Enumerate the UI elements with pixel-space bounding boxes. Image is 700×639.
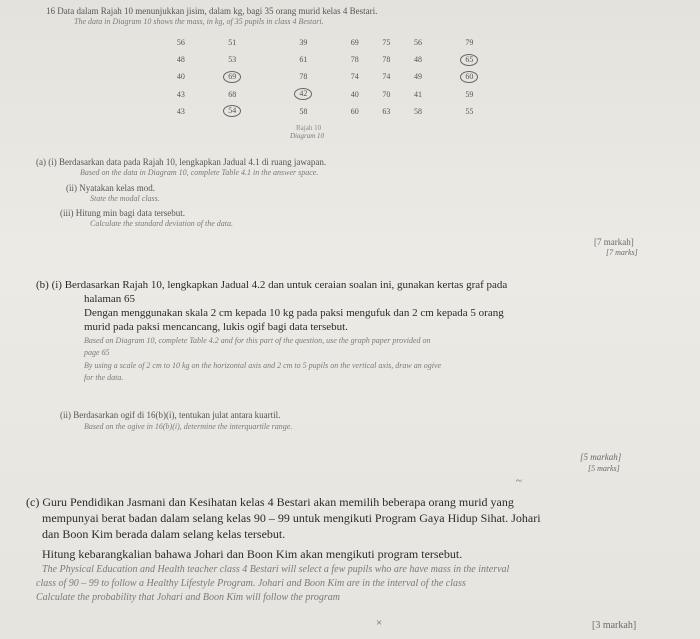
cell-value: 42 — [294, 88, 312, 100]
part-a-i-malay: (a) (i) Berdasarkan data pada Rajah 10, lengkapkan Jadual 4.1 di ruang jawapan. — [36, 157, 327, 167]
part-c-english-line3: Calculate the probability that Johari and Boon Kim will follow the program — [36, 592, 340, 603]
table-row — [165, 103, 505, 120]
pencil-mark: ~ — [516, 475, 522, 487]
table-row — [165, 51, 505, 68]
cell-value: 56 — [414, 38, 422, 48]
data-table — [165, 34, 505, 120]
part-c-english-line2: class of 90 – 99 to follow a Healthy Lifestyle Program. Johari and Boon Kim are in the interval of the class — [36, 578, 466, 589]
cell-value: 40 — [176, 72, 185, 82]
part-b-marks-malay: [5 markah] — [580, 452, 622, 462]
question-intro-english: The data in Diagram 10 shows the mass, in kg, of 35 pupils in class 4 Bestari. — [74, 17, 324, 26]
part-a-ii-malay: (ii) Nyatakan kelas mod. — [66, 183, 155, 193]
cell-value: 48 — [176, 55, 185, 65]
part-b-ii-english: Based on the ogive in 16(b)(i), determine the interquartile range. — [84, 422, 293, 431]
cell-value: 39 — [299, 38, 308, 48]
part-c-line2: mempunyai berat badan dalam selang kelas 90 – 99 untuk mengikuti Program Gaya Hidup Sihat. Johari — [42, 511, 541, 525]
cell-value: 54 — [223, 105, 241, 117]
table-cell — [268, 103, 339, 120]
table-cell — [371, 51, 403, 68]
table-cell — [402, 68, 434, 85]
pencil-cross: × — [376, 617, 383, 629]
cell-value: 78 — [350, 55, 359, 65]
part-a-i-english: Based on the data in Diagram 10, complete Table 4.1 in the answer space. — [80, 168, 319, 177]
table-cell — [371, 68, 403, 85]
cell-value: 65 — [460, 54, 478, 66]
table-cell — [434, 68, 505, 85]
part-b-i-english-line1: Based on Diagram 10, complete Table 4.2 and for this part of the question, use the graph paper provided on — [84, 336, 431, 345]
table-cell — [197, 68, 268, 85]
part-b-i-line1: (b) (i) Berdasarkan Rajah 10, lengkapkan Jadual 4.2 dan untuk ceraian soalan ini, gunakan kertas graf pada — [36, 279, 508, 291]
cell-value: 53 — [228, 55, 237, 65]
table-cell — [268, 68, 339, 85]
table-cell — [402, 34, 434, 51]
part-c-line1: (c) Guru Pendidikan Jasmani dan Kesihatan kelas 4 Bestari akan memilih beberapa orang murid yang — [26, 495, 514, 509]
table-cell — [339, 103, 371, 120]
table-row — [165, 86, 505, 103]
table-cell — [268, 86, 339, 103]
table-row — [165, 68, 505, 85]
part-a-iii-english: Calculate the standard deviation of the data. — [90, 219, 234, 228]
cell-value: 40 — [350, 89, 359, 99]
cell-value: 79 — [465, 38, 474, 48]
part-c-marks: [3 markah] — [592, 620, 637, 631]
table-cell — [339, 51, 371, 68]
diagram-label-malay: Rajah 10 — [296, 124, 322, 132]
cell-value: 70 — [382, 89, 391, 99]
table-cell — [434, 51, 505, 68]
table-cell — [402, 103, 434, 120]
cell-value: 59 — [465, 89, 474, 99]
cell-value: 49 — [414, 72, 422, 82]
table-cell — [268, 51, 339, 68]
cell-value: 51 — [228, 38, 237, 48]
part-b-i-english-line4: for the data. — [84, 373, 124, 382]
cell-value: 60 — [350, 106, 359, 116]
table-cell — [165, 86, 197, 103]
cell-value: 58 — [414, 106, 422, 116]
table-cell — [197, 51, 268, 68]
part-b-marks-english: [5 marks] — [588, 464, 620, 473]
part-b-i-line4: murid pada paksi mencancang, lukis ogif bagi data tersebut. — [84, 321, 348, 333]
part-c-english-line1: The Physical Education and Health teacher class 4 Bestari will select a few pupils who are have mass in the interval — [42, 564, 510, 575]
cell-value: 58 — [299, 106, 308, 116]
part-b-i-english-line3: By using a scale of 2 cm to 10 kg on the horizontal axis and 2 cm to 5 pupils on the vertical axis, draw an ogive — [84, 361, 442, 370]
table-cell — [402, 86, 434, 103]
table-cell — [165, 51, 197, 68]
cell-value: 63 — [382, 106, 391, 116]
cell-value: 68 — [228, 89, 237, 99]
cell-value: 41 — [414, 89, 422, 99]
cell-value: 69 — [350, 38, 359, 48]
table-cell — [434, 34, 505, 51]
cell-value: 48 — [414, 55, 422, 65]
part-c-line4: Hitung kebarangkalian bahawa Johari dan Boon Kim akan mengikuti program tersebut. — [42, 547, 463, 561]
cell-value: 69 — [223, 71, 241, 83]
cell-value: 55 — [465, 106, 474, 116]
table-cell — [402, 51, 434, 68]
table-cell — [371, 86, 403, 103]
table-cell — [165, 68, 197, 85]
table-cell — [268, 34, 339, 51]
table-cell — [339, 34, 371, 51]
part-b-i-line2: halaman 65 — [84, 293, 136, 305]
table-cell — [197, 86, 268, 103]
cell-value: 43 — [176, 106, 185, 116]
part-a-iii-malay: (iii) Hitung min bagi data tersebut. — [60, 208, 185, 218]
table-cell — [434, 103, 505, 120]
diagram-label-english: Diagram 10 — [290, 132, 325, 140]
part-a-marks-english: [7 marks] — [606, 248, 638, 257]
cell-value: 78 — [299, 72, 308, 82]
table-cell — [197, 103, 268, 120]
cell-value: 61 — [299, 55, 308, 65]
question-intro-malay: 16 Data dalam Rajah 10 menunjukkan jisim, dalam kg, bagi 35 orang murid kelas 4 Bestari. — [46, 6, 378, 16]
cell-value: 74 — [350, 72, 359, 82]
table-row — [165, 34, 505, 51]
cell-value: 60 — [460, 71, 478, 83]
cell-value: 78 — [382, 55, 391, 65]
table-cell — [197, 34, 268, 51]
cell-value: 75 — [382, 38, 391, 48]
cell-value: 56 — [176, 38, 185, 48]
table-cell — [339, 86, 371, 103]
table-cell — [371, 34, 403, 51]
part-c-line3: dan Boon Kim berada dalam selang kelas tersebut. — [42, 527, 286, 541]
part-a-ii-english: State the modal class. — [90, 194, 160, 203]
table-cell — [165, 103, 197, 120]
cell-value: 43 — [176, 89, 185, 99]
table-cell — [339, 68, 371, 85]
part-b-ii-malay: (ii) Berdasarkan ogif di 16(b)(i), tentukan julat antara kuartil. — [60, 410, 281, 420]
table-cell — [165, 34, 197, 51]
part-b-i-english-line2: page 65 — [84, 348, 110, 357]
cell-value: 74 — [382, 72, 391, 82]
table-cell — [434, 86, 505, 103]
table-cell — [371, 103, 403, 120]
part-a-marks-malay: [7 markah] — [594, 237, 634, 247]
part-b-i-line3: Dengan menggunakan skala 2 cm kepada 10 kg pada paksi mengufuk dan 2 cm kepada 5 orang — [84, 307, 504, 319]
